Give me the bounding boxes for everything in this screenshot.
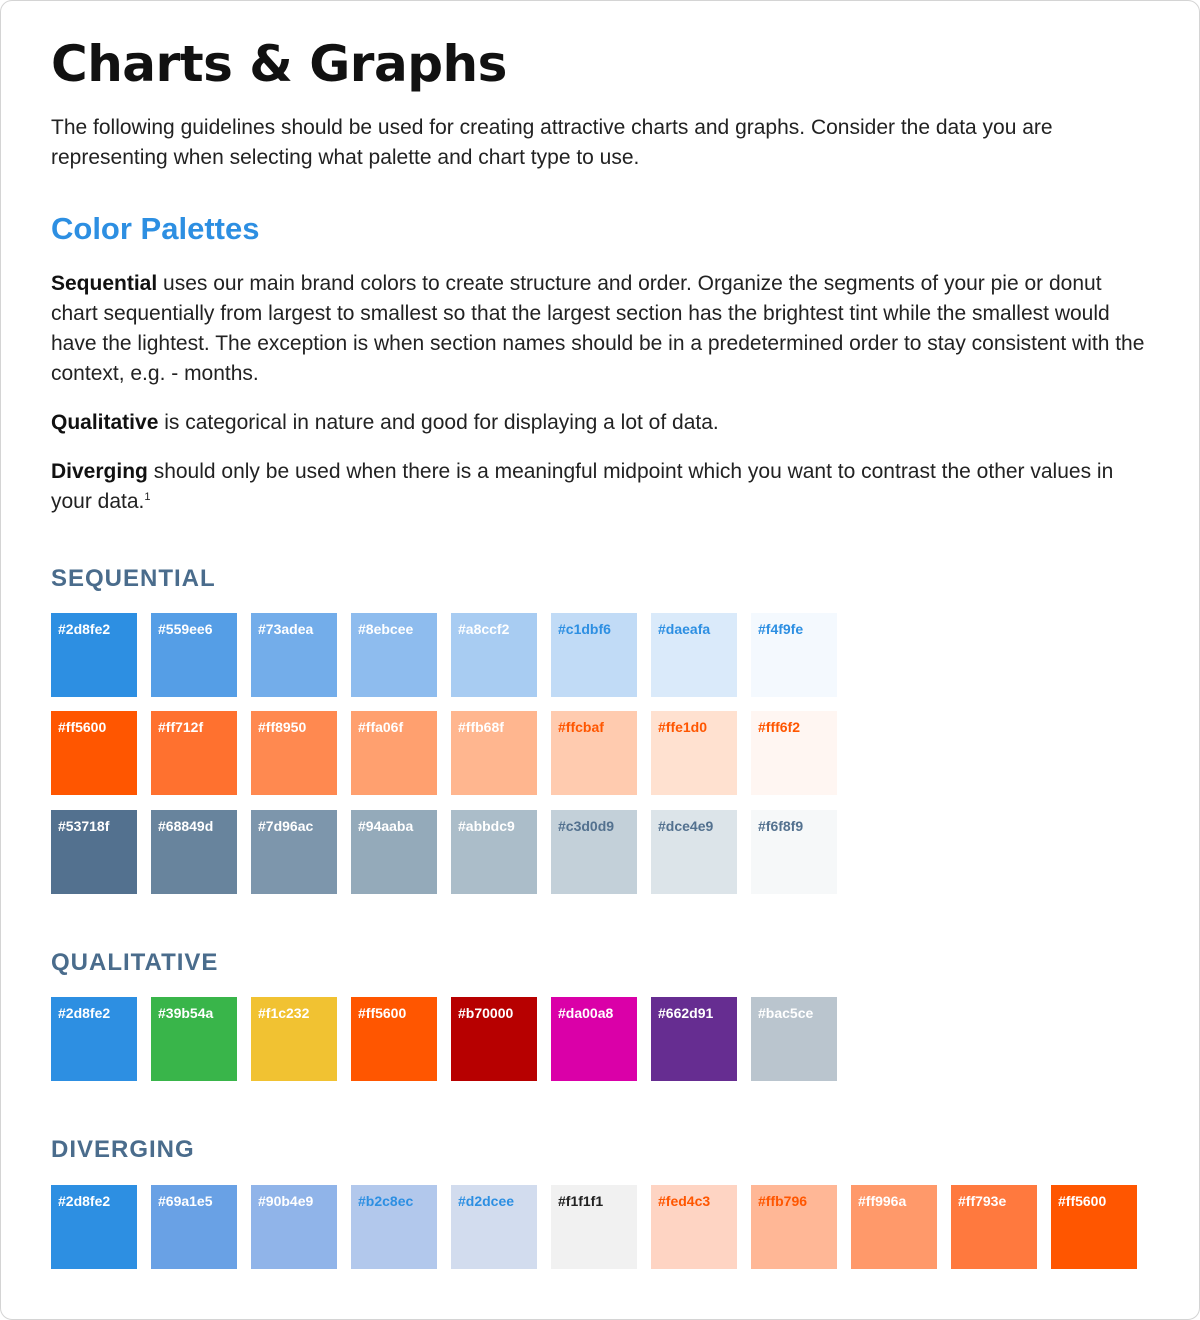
color-swatch: #ff793e bbox=[951, 1185, 1037, 1269]
color-swatch: #c1dbf6 bbox=[551, 613, 637, 697]
color-swatch: #bac5ce bbox=[751, 997, 837, 1081]
color-swatch: #daeafa bbox=[651, 613, 737, 697]
color-swatch: #fed4c3 bbox=[651, 1185, 737, 1269]
intro-paragraph: The following guidelines should be used for creating attractive charts and graphs. Consider the data you are representing when selecting what palette and chart type to use. bbox=[51, 116, 1053, 169]
color-swatch: #39b54a bbox=[151, 997, 237, 1081]
page-title: Charts & Graphs bbox=[51, 35, 507, 93]
color-swatch: #ffb796 bbox=[751, 1185, 837, 1269]
color-swatch: #ff5600 bbox=[1051, 1185, 1137, 1269]
color-swatch: #fff6f2 bbox=[751, 711, 837, 795]
color-swatch: #b2c8ec bbox=[351, 1185, 437, 1269]
color-swatch: #ff5600 bbox=[351, 997, 437, 1081]
diverging-term: Diverging bbox=[51, 460, 148, 483]
diverging-text: should only be used when there is a meaningful midpoint which you want to contrast the other values in your data. bbox=[51, 460, 1114, 513]
sequential-description bbox=[51, 269, 1146, 389]
color-palettes-heading: Color Palettes bbox=[51, 211, 260, 246]
sequential-term: Sequential bbox=[51, 272, 158, 295]
color-swatch: #ffcbaf bbox=[551, 711, 637, 795]
color-swatch: #2d8fe2 bbox=[51, 997, 137, 1081]
color-swatch: #ff8950 bbox=[251, 711, 337, 795]
color-swatch: #2d8fe2 bbox=[51, 1185, 137, 1269]
color-swatch: #ffe1d0 bbox=[651, 711, 737, 795]
color-swatch: #da00a8 bbox=[551, 997, 637, 1081]
color-swatch: #662d91 bbox=[651, 997, 737, 1081]
diverging-title: DIVERGING bbox=[51, 1136, 195, 1163]
color-swatch: #ff712f bbox=[151, 711, 237, 795]
color-swatch: #73adea bbox=[251, 613, 337, 697]
color-swatch: #f4f9fe bbox=[751, 613, 837, 697]
color-swatch: #2d8fe2 bbox=[51, 613, 137, 697]
color-swatch: #94aaba bbox=[351, 810, 437, 894]
color-swatch: #90b4e9 bbox=[251, 1185, 337, 1269]
color-swatch: #c3d0d9 bbox=[551, 810, 637, 894]
color-swatch: #b70000 bbox=[451, 997, 537, 1081]
color-swatch: #f1c232 bbox=[251, 997, 337, 1081]
sequential-text: uses our main brand colors to create structure and order. Organize the segments of your pie or donut chart sequentially from largest to smallest so that the largest section has the brightest tint while the smallest would have the lightest. The exception is when section names should be in a predetermined order to stay consistent with the context, e.g. - months. bbox=[51, 272, 1145, 385]
color-swatch: #69a1e5 bbox=[151, 1185, 237, 1269]
color-swatch: #abbdc9 bbox=[451, 810, 537, 894]
color-swatch: #f6f8f9 bbox=[751, 810, 837, 894]
color-swatch: #a8ccf2 bbox=[451, 613, 537, 697]
color-swatch: #dce4e9 bbox=[651, 810, 737, 894]
sequential-title: SEQUENTIAL bbox=[51, 565, 216, 592]
color-swatch: #68849d bbox=[151, 810, 237, 894]
color-swatch: #f1f1f1 bbox=[551, 1185, 637, 1269]
color-swatch: #d2dcee bbox=[451, 1185, 537, 1269]
footnote-marker: 1 bbox=[144, 491, 151, 503]
diverging-description bbox=[51, 457, 1146, 517]
color-swatch: #ffb68f bbox=[451, 711, 537, 795]
color-swatch: #ff996a bbox=[851, 1185, 937, 1269]
color-swatch: #8ebcee bbox=[351, 613, 437, 697]
qualitative-term: Qualitative bbox=[51, 411, 159, 434]
color-swatch: #ff5600 bbox=[51, 711, 137, 795]
qualitative-text: is categorical in nature and good for displaying a lot of data. bbox=[158, 411, 719, 434]
qualitative-description bbox=[51, 408, 1146, 438]
color-swatch: #53718f bbox=[51, 810, 137, 894]
qualitative-title: QUALITATIVE bbox=[51, 949, 219, 976]
color-swatch: #ffa06f bbox=[351, 711, 437, 795]
color-swatch: #7d96ac bbox=[251, 810, 337, 894]
color-swatch: #559ee6 bbox=[151, 613, 237, 697]
